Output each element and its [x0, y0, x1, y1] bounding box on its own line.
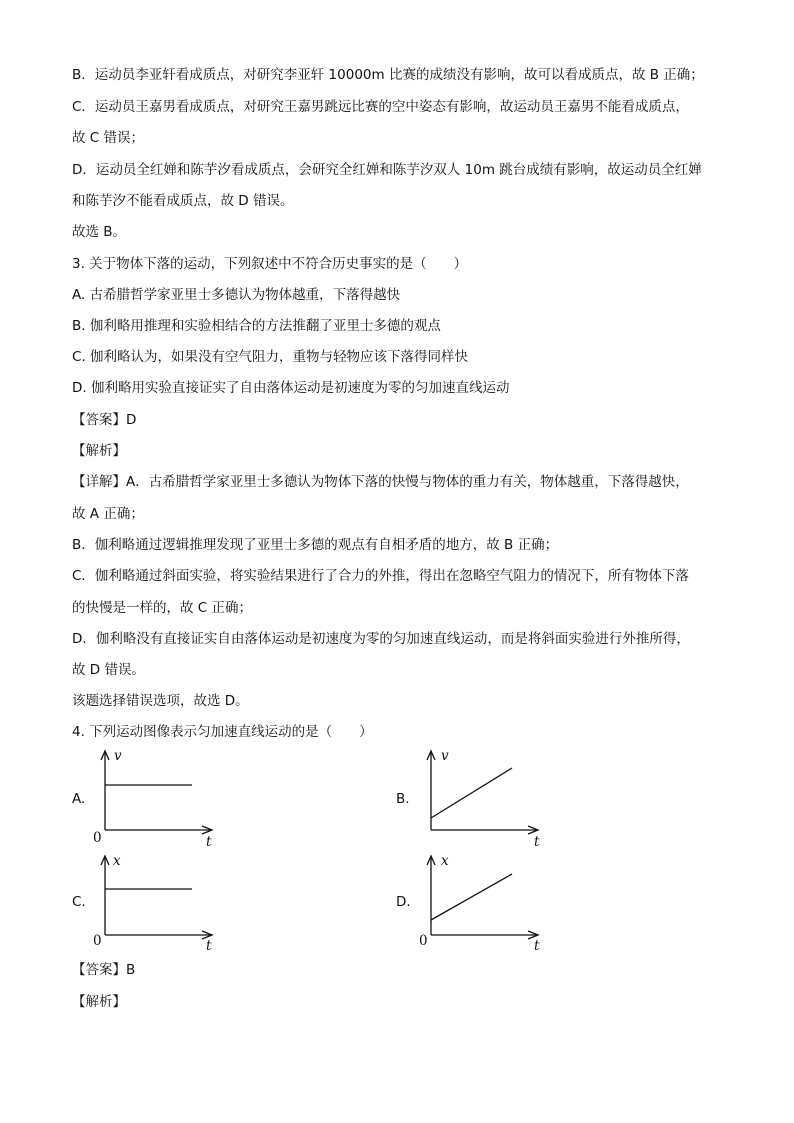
- q3-option-a: A. 古希腊哲学家亚里士多德认为物体越重，下落得越快: [72, 287, 401, 303]
- graph-a-y-label: v: [114, 748, 122, 764]
- graph-d-x-label: t: [534, 938, 540, 954]
- prev-option-b-explanation: B．运动员李亚轩看成质点，对研究李亚轩 10000m 比赛的成绩没有影响，故可以看成质点，故 B 正确；: [72, 67, 704, 83]
- graph-c-y-label: x: [113, 853, 121, 869]
- graph-a-origin: 0: [93, 830, 102, 846]
- graph-c-x-label: t: [206, 938, 212, 954]
- q3-detail-c-cont: 的快慢是一样的，故 C 正确；: [72, 600, 253, 616]
- q3-option-c: C. 伽利略认为，如果没有空气阻力，重物与轻物应该下落得同样快: [72, 349, 469, 365]
- graph-c-option-label: C.: [72, 894, 86, 910]
- q3-detail-a: 【详解】A．古希腊哲学家亚里士多德认为物体下落的快慢与物体的重力有关，物体越重，下落得越快，: [72, 474, 689, 490]
- q4-answer: 【答案】B: [72, 962, 136, 978]
- graph-d-option-label: D.: [396, 894, 411, 910]
- prev-option-c-explanation: C．运动员王嘉男看成质点，对研究王嘉男跳远比赛的空中姿态有影响，故运动员王嘉男不能看成质点，: [72, 99, 689, 115]
- q3-analysis-heading: 【解析】: [72, 443, 126, 459]
- prev-option-d-explanation: D．运动员全红婵和陈芋汐看成质点，会研究全红婵和陈芋汐双人 10m 跳台成绩有影响，故运动员全红婵: [72, 162, 702, 178]
- graph-d-y-label: x: [441, 853, 449, 869]
- graph-d-data-line: [431, 874, 512, 920]
- q3-option-b: B. 伽利略用推理和实验相结合的方法推翻了亚里士多德的观点: [72, 318, 441, 334]
- graph-b-data-line: [431, 768, 512, 818]
- prev-option-c-explanation-cont: 故 C 错误；: [72, 130, 145, 146]
- q3-option-d: D. 伽利略用实验直接证实了自由落体运动是初速度为零的匀加速直线运动: [72, 380, 510, 396]
- q3-stem: 3. 关于物体下落的运动，下列叙述中不符合历史事实的是（ ）: [72, 256, 468, 272]
- q3-detail-a-cont: 故 A 正确；: [72, 506, 144, 522]
- graph-a-x-label: t: [206, 834, 212, 850]
- prev-conclusion: 故选 B。: [72, 224, 127, 240]
- graph-b: [414, 745, 554, 850]
- q3-detail-d-cont: 故 D 错误。: [72, 662, 145, 678]
- graph-c-origin: 0: [93, 933, 102, 949]
- graph-b-option-label: B.: [396, 791, 410, 807]
- graph-b-y-label: v: [441, 748, 449, 764]
- q3-detail-d: D．伽利略没有直接证实自由落体运动是初速度为零的匀加速直线运动，而是将斜面实验进行外推所得，: [72, 631, 690, 647]
- q3-detail-c: C．伽利略通过斜面实验，将实验结果进行了合力的外推，得出在忽略空气阻力的情况下，所有物体下落: [72, 568, 689, 584]
- prev-option-d-explanation-cont: 和陈芋汐不能看成质点，故 D 错误。: [72, 193, 294, 209]
- q3-conclusion: 该题选择错误选项，故选 D。: [72, 693, 249, 709]
- q4-analysis-heading: 【解析】: [72, 994, 126, 1010]
- q4-stem: 4. 下列运动图像表示匀加速直线运动的是（ ）: [72, 724, 373, 740]
- q3-detail-b: B．伽利略通过逻辑推理发现了亚里士多德的观点有自相矛盾的地方，故 B 正确；: [72, 537, 559, 553]
- graph-d-origin: 0: [419, 933, 428, 949]
- q3-answer: 【答案】D: [72, 412, 137, 428]
- graph-d: [414, 850, 554, 955]
- graph-a-option-label: A.: [72, 791, 86, 807]
- graph-b-x-label: t: [534, 834, 540, 850]
